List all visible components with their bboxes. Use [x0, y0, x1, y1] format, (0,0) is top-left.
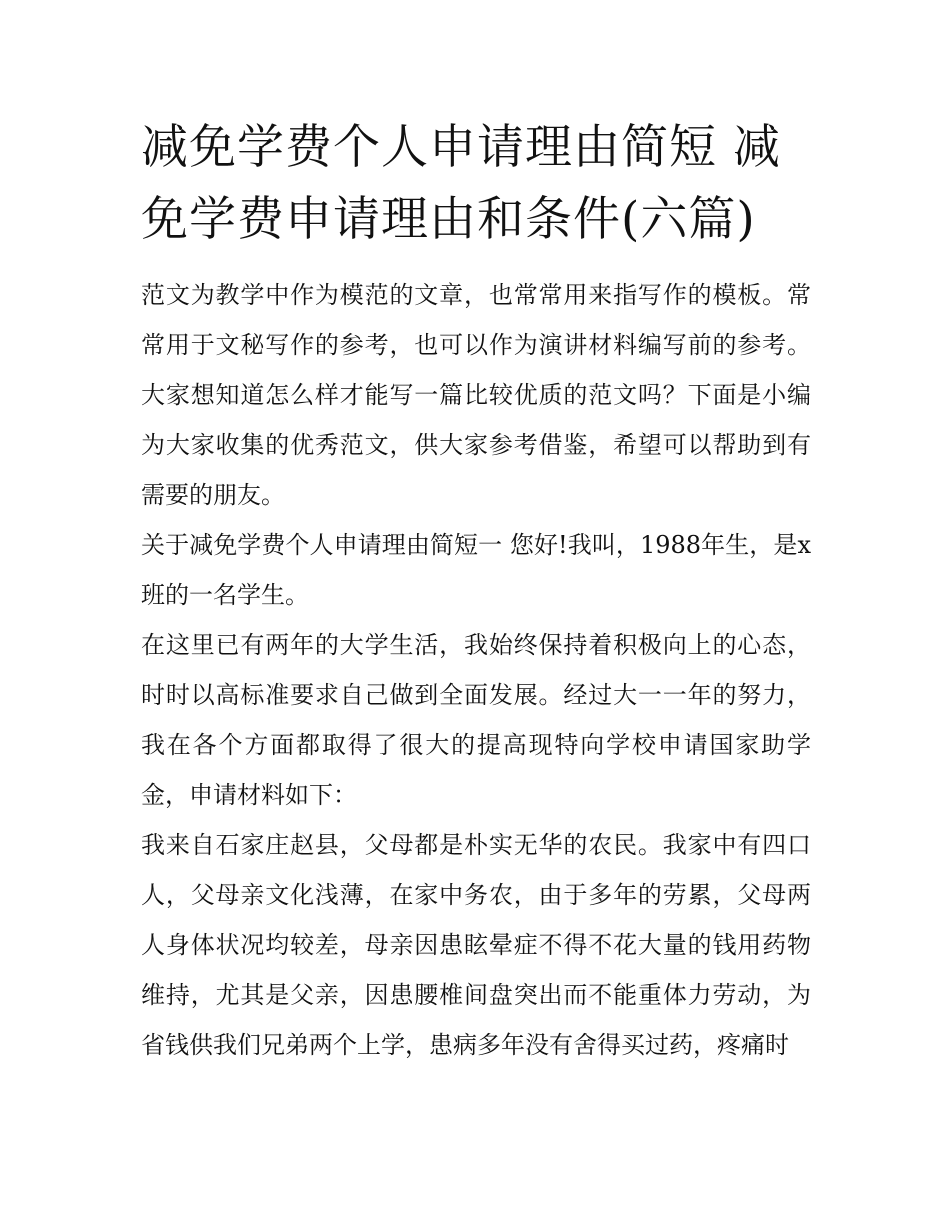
- paragraph-intro: 范文为教学中作为模范的文章，也常常用来指写作的模板。常常用于文秘写作的参考，也可以作为演讲材料编写前的参考。大家想知道怎么样才能写一篇比较优质的范文吗？下面是小编为大家收集的优秀范文，供大家参考借鉴，希望可以帮助到有需要的朋友。: [141, 281, 811, 509]
- document-title: 减免学费个人申请理由简短 减免学费申请理由和条件(六篇): [141, 120, 781, 247]
- document-content: [141, 112, 811, 1070]
- document-body: [141, 270, 811, 1070]
- paragraph-greeting: 关于减免学费个人申请理由简短一 您好!我叫，1988年生，是x班的一名学生。: [141, 531, 811, 609]
- paragraph-study-life: 在这里已有两年的大学生活，我始终保持着积极向上的心态，时时以高标准要求自己做到全面发展。经过大一一年的努力，我在各个方面都取得了很大的提高现特向学校申请国家助学金，申请材料如下：: [141, 631, 811, 809]
- paragraph-family-situation: 我来自石家庄赵县，父母都是朴实无华的农民。我家中有四口人，父母亲文化浅薄，在家中务农，由于多年的劳累，父母两人身体状况均较差，母亲因患眩晕症不得不花大量的钱用药物维持，尤其是父亲，因患腰椎间盘突出而不能重体力劳动，为省钱供我们兄弟两个上学，患病多年没有舍得买过药，疼痛时: [141, 831, 811, 1059]
